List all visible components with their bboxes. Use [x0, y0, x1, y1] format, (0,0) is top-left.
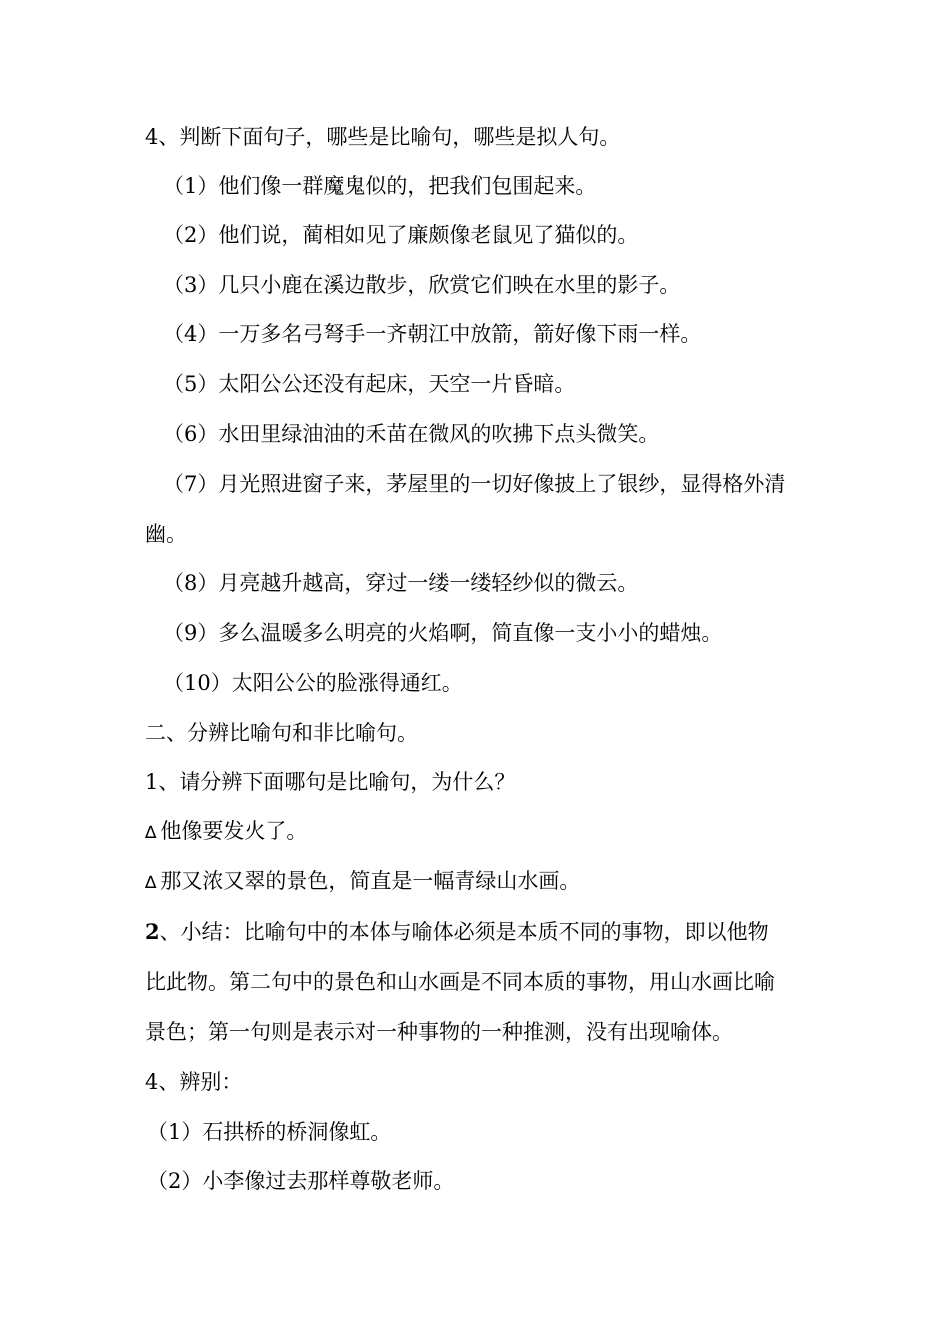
triangle-bullet-icon: ∆ [145, 823, 157, 843]
discern-item-1: （1）石拱桥的桥洞像虹。 [147, 1120, 392, 1144]
question-4-discern-heading: 4、辨别： [145, 1070, 243, 1094]
bullet-sentence-1 [145, 816, 815, 848]
sentence-item-7-continued: 幽。 [145, 522, 187, 546]
summary-number: 2 [145, 919, 160, 944]
triangle-bullet-icon: ∆ [145, 873, 157, 893]
summary-line-2: 比此物。第二句中的景色和山水画是不同本质的事物，用山水画比喻 [145, 970, 775, 994]
bullet-sentence-2 [145, 866, 815, 898]
sentence-item-6: （6）水田里绿油油的禾苗在微风的吹拂下点头微笑。 [163, 422, 660, 446]
sentence-item-4: （4）一万多名弓弩手一齐朝江中放箭，箭好像下雨一样。 [163, 322, 702, 346]
bullet-sentence-2-text: 那又浓又翠的景色，简直是一幅青绿山水画。 [160, 869, 581, 893]
summary-line-1 [145, 917, 815, 947]
sentence-item-3: （3）几只小鹿在溪边散步，欣赏它们映在水里的影子。 [163, 273, 681, 297]
section-2-question-1: 1、请分辨下面哪句是比喻句，为什么？ [145, 770, 516, 794]
question-4-heading: 4、判断下面句子，哪些是比喻句，哪些是拟人句。 [145, 125, 621, 149]
sentence-item-9: （9）多么温暖多么明亮的火焰啊，简直像一支小小的蜡烛。 [163, 621, 723, 645]
sentence-item-1: （1）他们像一群魔鬼似的，把我们包围起来。 [163, 174, 597, 198]
sentence-item-10: （10）太阳公公的脸涨得通红。 [163, 671, 463, 695]
sentence-item-5: （5）太阳公公还没有起床，天空一片昏暗。 [163, 372, 576, 396]
bullet-sentence-1-text: 他像要发火了。 [160, 819, 308, 843]
sentence-item-7: （7）月光照进窗子来，茅屋里的一切好像披上了银纱，显得格外清 [163, 472, 786, 496]
section-2-heading: 二、分辨比喻句和非比喻句。 [145, 721, 418, 745]
discern-item-2: （2）小李像过去那样尊敬老师。 [147, 1169, 455, 1193]
summary-line-1-text: 、小结：比喻句中的本体与喻体必须是本质不同的事物，即以他物 [159, 920, 769, 944]
sentence-item-2: （2）他们说，蔺相如见了廉颇像老鼠见了猫似的。 [163, 223, 639, 247]
sentence-item-8: （8）月亮越升越高，穿过一缕一缕轻纱似的微云。 [163, 571, 639, 595]
summary-line-3: 景色；第一句则是表示对一种事物的一种推测，没有出现喻体。 [145, 1020, 733, 1044]
